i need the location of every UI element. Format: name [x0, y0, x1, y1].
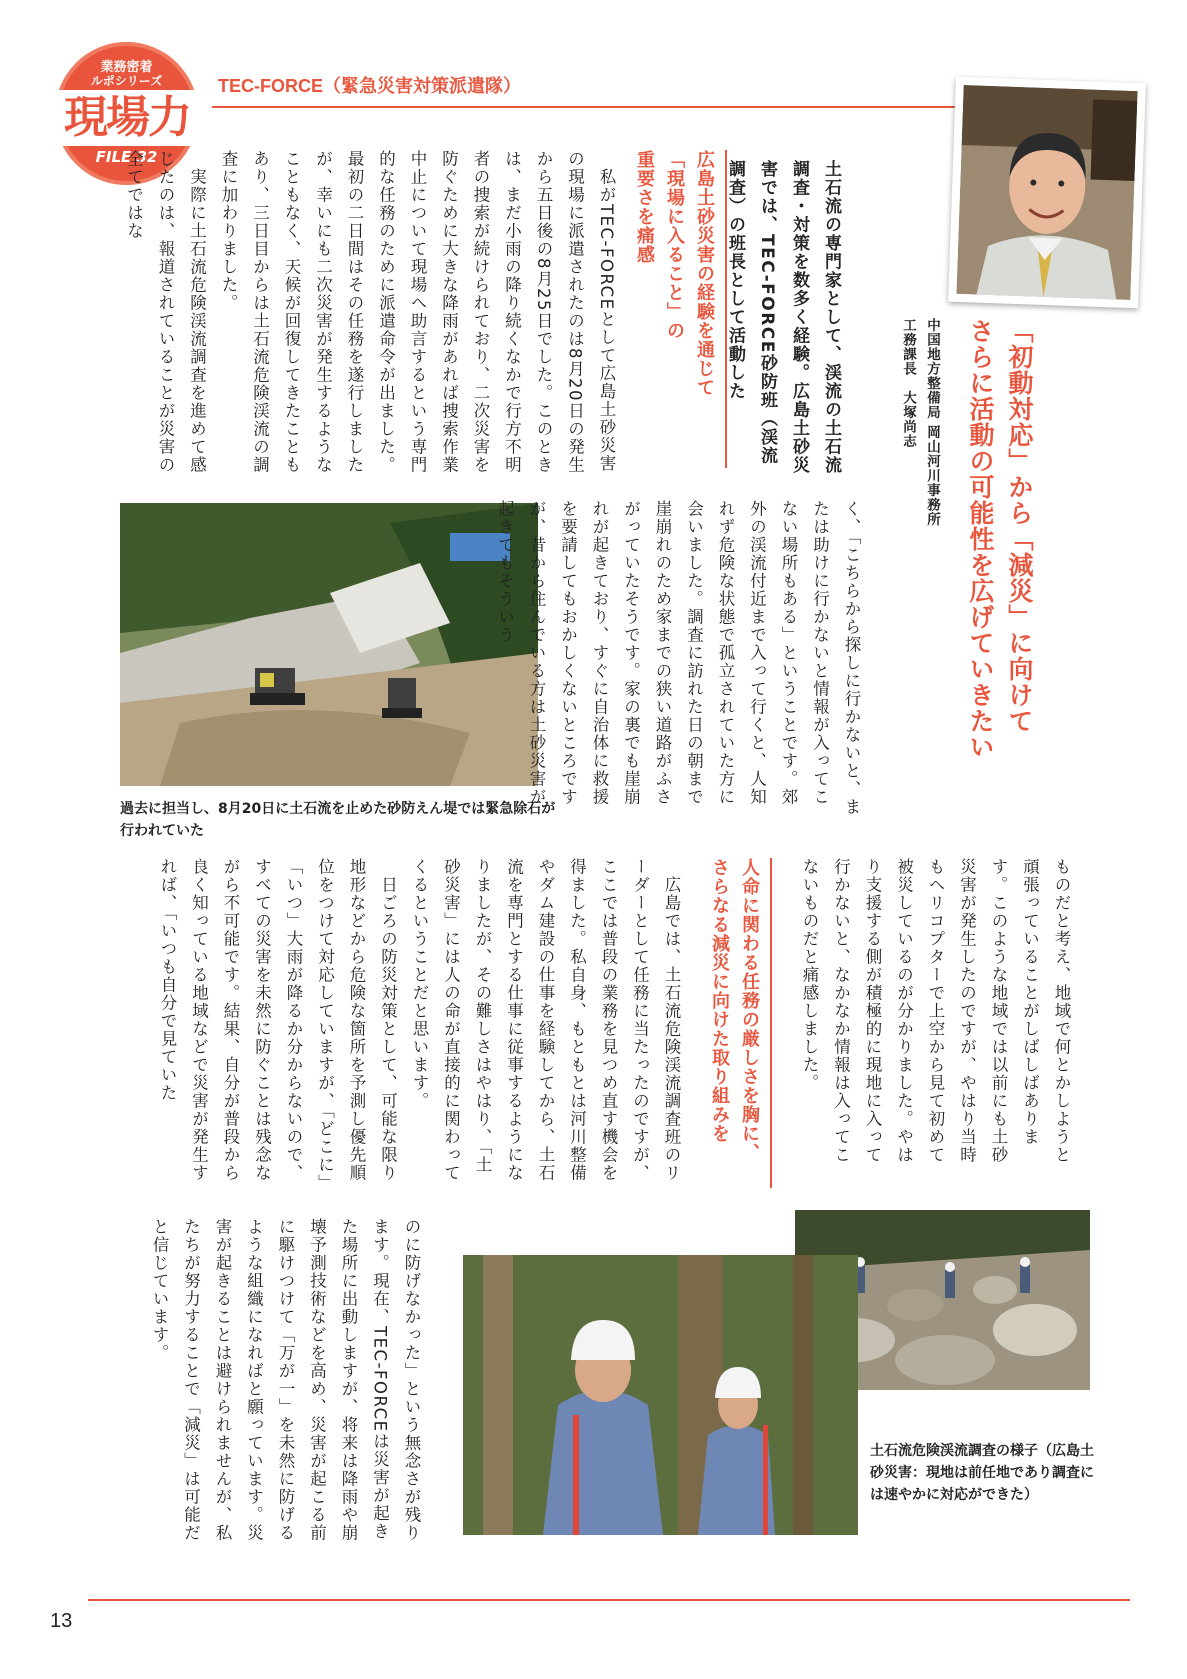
- survey-photo-icon: [463, 1255, 858, 1535]
- series-title: TEC-FORCE（緊急災害対策派遣隊）: [218, 76, 521, 96]
- headline-line2: さらに活動の可能性を広げていきたい: [966, 318, 995, 760]
- body-column-4: 広島では、土石流危険渓流調査班のリーダーとして任務に当たったのですが、ここでは普段の業務を見つめ直す機会を得ました。私自身、もともとは河川整備やダム建設の仕事を経験してから、土石流を専門とする仕事に従事するようになりましたが、その難しさはやはり、「土砂災害」には人の命が直接的に関わってくるということだと思います。 日ごろの防災対策として、可能な限り地形などから危険な箇所を予測し優先順位をつけて対応していますが、「どこに」「いつ」大雨が降るか分からないので、すべての災害を未然に防ぐことは残念ながら不可能です。結果、自分が普段から良く知っている地域などで災害が発生すれば、「いつも自分で見ていた: [158, 858, 681, 1184]
- badge-line1: 業務密着: [100, 60, 153, 75]
- badge-line2: ルポシリーズ: [90, 74, 163, 88]
- survey-photo: [463, 1255, 858, 1535]
- subhead-first-line3: 重要さを痛感: [634, 150, 655, 264]
- body-column-1: 私がTEC-FORCEとして広島土砂災害の現場に派遣されたのは8月20日の発生から五日後の8月25日でした。このときは、まだ小雨の降り続くなかで行方不明者の捜索が続けられており、二次災害を防ぐために大きな降雨があれば捜索作業中止について現場へ助言するという専門的な任務のために派遣命令が出ました。最初の二日間はその任務を遂行しましたが、幸いにも二次災害が発生するようなこともなく、天候が回復してきたこともあり、三日目からは土石流危険渓流の調査に加わりました。 実際に土石流危険渓流調査を進めて感じたのは、報道されていることが災害の全てではな: [124, 150, 616, 474]
- badge-title: 現場力: [51, 90, 203, 146]
- subhead-first: [629, 150, 727, 468]
- subhead-first-line2: 「現場に入ること」の: [664, 150, 685, 340]
- lead-text: 土石流の専門家として、渓流の土石流調査・対策を数多く経験。広島土砂災害では、TEC-FORCE砂防班（渓流調査）の班長として活動した: [725, 160, 841, 475]
- badge-file-number: FILE 32: [95, 148, 158, 166]
- subhead-first-line1: 広島土砂災害の経験を通じて: [694, 150, 715, 397]
- header-divider: [212, 106, 967, 108]
- headline: [961, 318, 1039, 778]
- excavation-photo-icon: [120, 503, 538, 786]
- person-org: 中国地方整備局 岡山河川事務所: [924, 318, 940, 527]
- subhead-second: [704, 858, 772, 1188]
- caption-excavation: 過去に担当し、8月20日に土石流を止めた砂防えん堤では緊急除石が行われていた: [120, 801, 556, 839]
- subhead-second-line2: さらなる減災に向けた取り組みを: [709, 858, 730, 1143]
- person-info: [896, 318, 944, 578]
- page-number: 13: [50, 1610, 73, 1632]
- footer-divider: [88, 1599, 1130, 1601]
- headline-line1: 「初動対応」から「減災」に向けて: [1005, 318, 1034, 734]
- subhead-second-line1: 人命に関わる任務の厳しさを胸に、: [739, 858, 760, 1162]
- body-column-3: ものだと考え、地域で何とかしようと頑張っていることがしばしばあります。このような地域では以前にも土砂災害が発生したのですが、やはり当時もヘリコプターで上空から見て初めて被災しているのが分かりました。やはり支援する側が積極的に現地に入って行かないと、なかなか情報は入ってこないものだと痛感しました。: [800, 858, 1071, 1164]
- body-column-2: く、「こちらから探しに行かないと、または助けに行かないと情報が入ってこない場所もある」ということです。郊外の渓流付近まで入って行くと、人知れず危険な状態で孤立されていた方に会いました。調査に訪れた日の朝まで崖崩れのため家までの狭い道路がふさがっていたそうです。家の裏でも崖崩れが起きており、すぐに自治体に救援を要請してもおかしくないところですが、昔から住んでいる方は土砂災害が起きてもそういう: [495, 500, 861, 816]
- caption-survey: 土石流危険渓流調査の様子（広島土砂災害：現地は前任地であり調査には速やかに対応ができた）: [870, 1443, 1094, 1503]
- body-column-5: のに防げなかった」という無念さが残ります。現在、TEC-FORCEは災害が起きた場所に出動しますが、将来は降雨や崩壊予測技術などを高め、災害が起こる前に駆けつけて「万が一」を未然に防げるような組織になればと願っています。災害が起きることは避けられませんが、私たちが努力することで「減災」は可能だと信じています。: [150, 1218, 421, 1542]
- portrait-photo: [948, 77, 1146, 308]
- person-title-name: 工務課長 大塚尚志: [900, 318, 916, 449]
- excavation-photo: [120, 503, 538, 786]
- portrait-icon: [956, 85, 1137, 300]
